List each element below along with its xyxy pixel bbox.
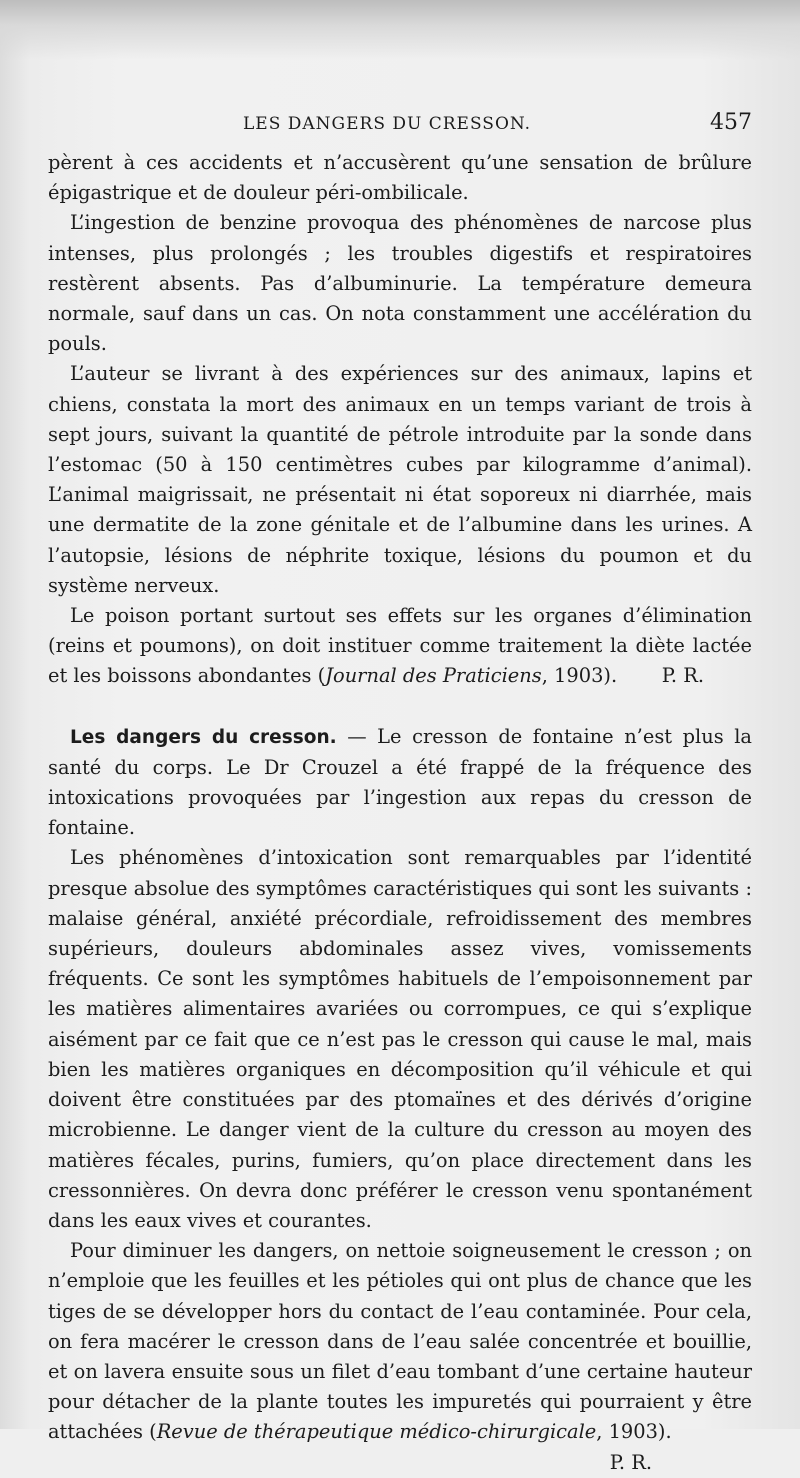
paragraph-continued: pèrent à ces accidents et n’accusèrent qu’une sensation de brûlure épigastrique et de douleur péri-ombilicale.	[48, 151, 752, 205]
page-number: 457	[710, 110, 752, 135]
citation-journal: Journal des Praticiens	[325, 664, 542, 688]
treatment-text: Le poison portant surtout ses effets sur les organes d’élimination (reins et poumons), on doit instituer comme traitement la diète lactée et les boissons abondantes (	[48, 604, 752, 688]
paragraph-experiments: L’auteur se livrant à des expériences sur des animaux, lapins et chiens, constata la mort des animaux en un temps variant de trois à sept jours, suivant la quantité de pétrole introduite par la sonde dans l’estomac (50 à 150 centimètres cubes par kilogramme d’animal). L’animal maigrissait, ne présentait ni état soporeux ni diarrhée, mais une dermatite de la zone génitale et de l’albumine dans les urines. A l’autopsie, lésions de néphrite toxique, lésions du poumon et du système nerveux.	[48, 362, 752, 597]
author-initials: P. R.	[661, 664, 704, 688]
author-initials-2: P. R.	[609, 1450, 652, 1474]
citation-revue: Revue de thérapeutique médico-chirurgicale	[156, 1420, 597, 1444]
text-column	[48, 108, 752, 1478]
intro-text: — Le cresson de fontaine n’est plus la santé du corps. Le Dr Crouzel a été frappé de la fréquence des intoxications provoquées par l’ingestion aux repas du cresson de fontaine.	[48, 724, 752, 840]
prevention-text: Pour diminuer les dangers, on nettoie soigneusement le cresson ; on n’emploie que les feuilles et les pétioles qui ont plus de chance que les tiges de se développer hors du contact de l’eau contaminée. Pour cela, on fera macérer le cresson dans de l’eau salée concentrée et bouillie, et on lavera ensuite sous un filet d’eau tombant d’une certaine hauteur pour détacher de la plante toutes les impuretés qui pourraient y être attachées (	[48, 1239, 752, 1444]
section-heading: Les dangers du cresson.	[70, 726, 337, 748]
running-head	[48, 108, 752, 148]
paragraph-benzine: L’ingestion de benzine provoqua des phénomènes de narcose plus intenses, plus prolongés ; les troubles digestifs et respiratoires restèrent absents. Pas d’albuminurie. La température demeura normale, sauf dans un cas. On nota constamment une accélération du pouls.	[48, 211, 752, 356]
paragraph-cresson-intro	[48, 722, 752, 844]
paragraph-treatment	[48, 601, 752, 692]
paragraph-prevention	[48, 1236, 752, 1474]
citation-year: , 1903).	[541, 664, 618, 688]
running-title: LES DANGERS DU CRESSON.	[243, 114, 532, 134]
citation-year-2: , 1903).	[596, 1420, 672, 1444]
body-text	[48, 148, 752, 1474]
paragraph-symptoms: Les phénomènes d’intoxication sont remarquables par l’identité presque absolue des symptômes caractéristiques qui sont les suivants : malaise général, anxiété précordiale, refroidissement des membres supérieurs, douleurs abdominales assez vives, vomissements fréquents. Ce sont les symptômes habituels de l’empoisonnement par les matières alimentaires avariées ou corrompues, ce qui s’explique aisément par ce fait que ce n’est pas le cresson qui cause le mal, mais bien les matières organiques en décomposition qu’il véhicule et qui doivent être constituées par des ptomaïnes et des dérivés d’origine microbienne. Le danger vient de la culture du cresson au moyen des matières fécales, purins, fumiers, qu’on place directement dans les cressonnières. On devra donc préférer le cresson venu spontanément dans les eaux vives et courantes.	[48, 846, 752, 1232]
